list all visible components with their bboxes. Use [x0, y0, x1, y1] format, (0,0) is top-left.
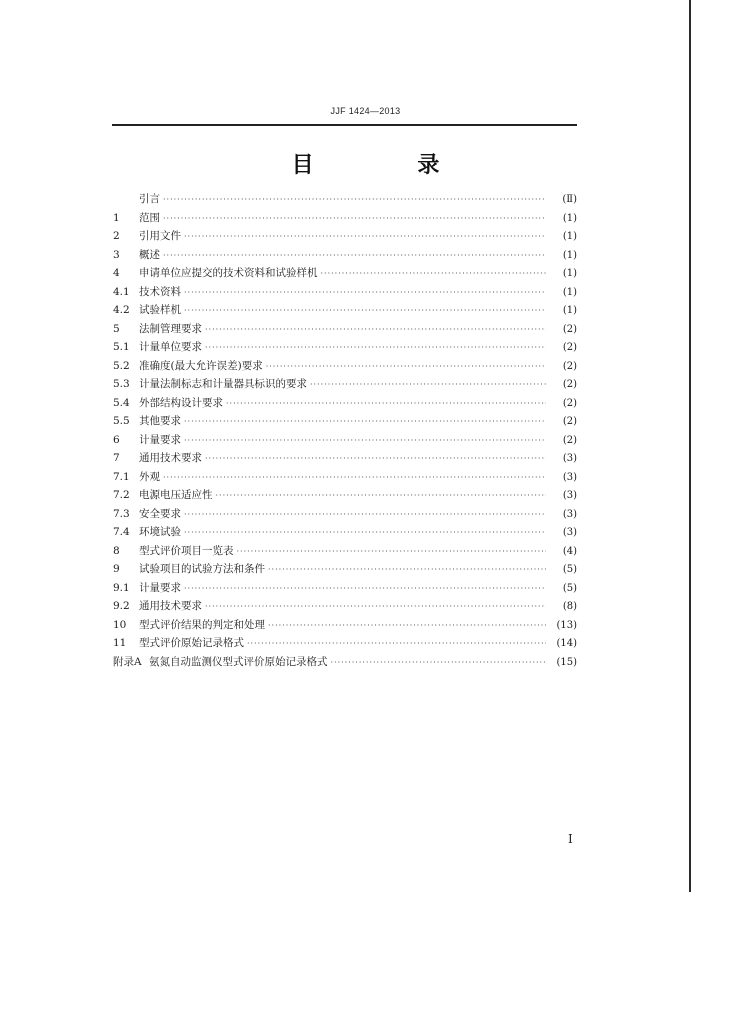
toc-entry-number: 5.1	[113, 341, 130, 353]
toc-entry-7-3[interactable]	[113, 505, 577, 524]
toc-leader-dots	[163, 210, 546, 229]
toc-leader-dots	[184, 413, 546, 432]
toc-entry-page: (2)	[562, 397, 577, 409]
toc-entry-label: 外观	[139, 470, 160, 483]
toc-entry-label: 计量要求	[139, 433, 181, 446]
page-title: 目 录	[291, 153, 488, 178]
toc-entry-page: (1)	[562, 305, 577, 316]
toc-leader-dots	[321, 265, 547, 284]
toc-entry-9-2[interactable]	[113, 597, 577, 616]
toc-entry-5-3[interactable]	[113, 375, 577, 394]
toc-leader-dots	[205, 321, 546, 340]
toc-entry-10[interactable]	[113, 616, 577, 635]
toc-entry-label: 通用技术要求	[139, 600, 202, 612]
toc-entry-label: 型式评价项目一览表	[139, 544, 234, 557]
toc-entry-page: (3)	[562, 527, 577, 538]
toc-leader-dots	[184, 580, 546, 599]
toc-entry-label: 准确度(最大允许误差)要求	[139, 359, 263, 372]
toc-entry-5[interactable]	[113, 320, 577, 339]
toc-entry-number: 7.1	[113, 470, 130, 483]
toc-entry-label: 其他要求	[139, 415, 181, 427]
toc-leader-dots	[163, 469, 546, 488]
toc-entry-page: (3)	[562, 453, 577, 464]
toc-entry-number: 5.5	[113, 415, 130, 427]
toc-entry-4-2[interactable]	[113, 301, 577, 320]
toc-entry-number: 7.2	[113, 489, 130, 501]
toc-entry-page: (2)	[562, 434, 577, 446]
toc-entry-5-5[interactable]	[113, 412, 577, 431]
toc-leader-dots	[163, 247, 546, 266]
toc-entry-number: 附录A	[113, 655, 142, 668]
toc-entry-appendix-a[interactable]	[113, 653, 577, 672]
toc-entry-label: 计量法制标志和计量器具标识的要求	[139, 378, 307, 390]
toc-entry-number: 10	[113, 618, 127, 631]
toc-leader-dots	[184, 284, 546, 303]
toc-entry-page: (1)	[562, 268, 577, 279]
toc-entry-page: (3)	[562, 490, 577, 501]
toc-entry-page: (4)	[562, 545, 577, 557]
toc-leader-dots	[205, 598, 546, 617]
toc-leader-dots	[216, 487, 547, 506]
toc-entry-label: 试验样机	[139, 304, 181, 316]
toc-entry-label: 申请单位应提交的技术资料和试验样机	[139, 267, 318, 279]
toc-entry-number: 9	[113, 563, 120, 575]
toc-entry-label: 氨氮自动监测仪型式评价原始记录格式	[149, 655, 328, 668]
toc-leader-dots	[268, 617, 546, 636]
toc-entry-number: 5.2	[113, 359, 130, 372]
toc-entry-page: (2)	[562, 342, 577, 353]
toc-entry-number: 7.4	[113, 526, 130, 538]
table-of-contents	[113, 190, 577, 671]
toc-leader-dots	[268, 561, 546, 580]
toc-entry-label: 试验项目的试验方法和条件	[139, 563, 265, 575]
toc-entry-label: 通用技术要求	[139, 452, 202, 464]
toc-entry-4-1[interactable]	[113, 283, 577, 302]
toc-entry-label: 计量要求	[139, 581, 181, 594]
toc-entry-label: 概述	[139, 248, 160, 261]
toc-entry-5-4[interactable]	[113, 394, 577, 413]
scan-edge-line	[689, 0, 691, 892]
toc-entry-page: (13)	[556, 619, 577, 631]
toc-entry-number: 3	[113, 248, 120, 261]
toc-entry-label: 型式评价结果的判定和处理	[139, 618, 265, 631]
toc-entry-page: (2)	[562, 416, 577, 427]
toc-entry-number: 11	[113, 637, 127, 649]
toc-leader-dots	[266, 358, 546, 377]
toc-entry-label: 引用文件	[139, 230, 181, 242]
toc-entry-8[interactable]	[113, 542, 577, 561]
document-header-code: JJF 1424—2013	[330, 106, 401, 116]
toc-entry-page: (14)	[556, 638, 577, 649]
toc-entry-number: 9.2	[113, 600, 130, 612]
toc-entry-6[interactable]	[113, 431, 577, 450]
toc-entry-page: (Ⅱ)	[562, 194, 577, 205]
toc-entry-page: (1)	[562, 231, 577, 242]
toc-entry-label: 电源电压适应性	[139, 489, 213, 501]
toc-entry-3[interactable]	[113, 246, 577, 265]
toc-entry-label: 安全要求	[139, 507, 181, 520]
header-rule	[112, 124, 577, 126]
toc-entry-number: 5.3	[113, 378, 130, 390]
toc-entry-7-4[interactable]	[113, 523, 577, 542]
toc-entry-label: 范围	[139, 211, 160, 224]
toc-entry-page: (8)	[562, 601, 577, 612]
toc-entry-label: 计量单位要求	[139, 341, 202, 353]
toc-entry-7[interactable]	[113, 449, 577, 468]
toc-entry-page: (2)	[562, 379, 577, 390]
toc-leader-dots	[310, 376, 546, 395]
toc-leader-dots	[184, 524, 546, 543]
toc-entry-label: 外部结构设计要求	[139, 396, 223, 409]
toc-entry-page: (2)	[562, 360, 577, 372]
toc-entry-9-1[interactable]	[113, 579, 577, 598]
toc-entry-introduction[interactable]	[113, 190, 577, 209]
toc-entry-7-1[interactable]	[113, 468, 577, 487]
toc-entry-number: 9.1	[113, 581, 130, 594]
toc-entry-number: 6	[113, 433, 120, 446]
toc-entry-page: (3)	[562, 508, 577, 520]
toc-entry-label: 环境试验	[139, 526, 181, 538]
toc-leader-dots	[205, 450, 546, 469]
toc-entry-5-2[interactable]	[113, 357, 577, 376]
toc-entry-page: (1)	[562, 249, 577, 261]
toc-entry-number: 1	[113, 211, 120, 224]
toc-entry-1[interactable]	[113, 209, 577, 228]
toc-entry-page: (1)	[562, 212, 577, 224]
toc-entry-11[interactable]	[113, 634, 577, 653]
toc-entry-label: 引言	[139, 193, 160, 205]
toc-entry-number: 8	[113, 544, 120, 557]
toc-entry-label: 型式评价原始记录格式	[139, 637, 244, 649]
toc-entry-page: (5)	[562, 564, 577, 575]
toc-entry-7-2[interactable]	[113, 486, 577, 505]
toc-leader-dots	[247, 635, 546, 654]
toc-leader-dots	[226, 395, 546, 414]
toc-entry-number: 5.4	[113, 396, 130, 409]
toc-entry-number: 7.3	[113, 507, 130, 520]
toc-leader-dots	[184, 302, 546, 321]
toc-leader-dots	[163, 191, 546, 210]
toc-entry-9[interactable]	[113, 560, 577, 579]
toc-entry-5-1[interactable]	[113, 338, 577, 357]
toc-entry-number: 4	[113, 267, 120, 279]
toc-entry-4[interactable]	[113, 264, 577, 283]
toc-entry-number: 5	[113, 322, 120, 335]
toc-leader-dots	[184, 228, 546, 247]
toc-entry-number: 4.2	[113, 304, 130, 316]
toc-entry-page: (1)	[562, 286, 577, 298]
toc-leader-dots	[237, 543, 547, 562]
toc-entry-2[interactable]	[113, 227, 577, 246]
toc-entry-number: 4.1	[113, 285, 130, 298]
toc-leader-dots	[184, 506, 546, 525]
toc-entry-label: 法制管理要求	[139, 322, 202, 335]
page-number: I	[568, 832, 573, 846]
toc-entry-page: (15)	[556, 656, 577, 668]
toc-entry-page: (3)	[562, 471, 577, 483]
toc-entry-label: 技术资料	[139, 285, 181, 298]
toc-entry-page: (2)	[562, 323, 577, 335]
toc-entry-number: 2	[113, 230, 120, 242]
toc-leader-dots	[184, 432, 546, 451]
toc-leader-dots	[205, 339, 546, 358]
toc-entry-number: 7	[113, 452, 120, 464]
toc-entry-page: (5)	[562, 582, 577, 594]
toc-leader-dots	[331, 654, 547, 673]
